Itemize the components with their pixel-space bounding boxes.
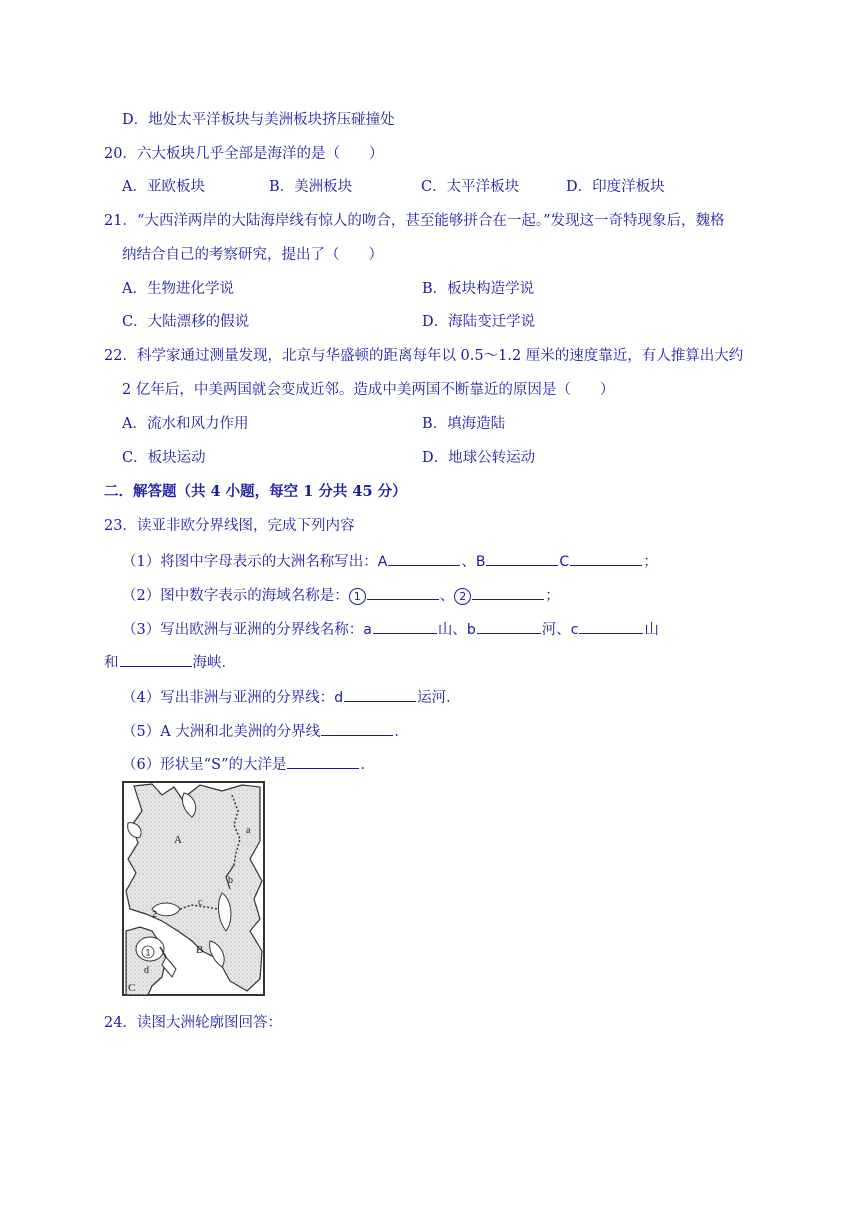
q21-option-c: C．大陆漂移的假说 (122, 314, 250, 330)
map-label-a: a (246, 825, 251, 836)
answer-blank[interactable] (287, 753, 359, 769)
map-label-2: 2 (152, 909, 158, 919)
q22-stem-line2: 2 亿年后，中美两国就会变成近邻。造成中美两国不断靠近的原因是（ ） (122, 382, 615, 398)
answer-blank[interactable] (486, 550, 558, 566)
q20-option-b: B．美洲板块 (269, 179, 353, 195)
q23-part4 (122, 686, 461, 708)
q22-option-d: D．地球公转运动 (422, 450, 536, 466)
q21-stem-line1: 21．“大西洋两岸的大陆海岸线有惊人的吻合，甚至能够拼合在一起。”发现这一奇特现象后，魏格 (104, 213, 725, 229)
answer-blank[interactable] (321, 720, 393, 736)
answer-blank[interactable] (373, 618, 437, 634)
q23-part6 (122, 753, 375, 775)
answer-blank[interactable] (472, 584, 544, 600)
q23-part3-text: （3）写出欧洲与亚洲的分界线名称： (122, 622, 364, 638)
q23-part4-canal: 运河． (417, 690, 461, 706)
q23-part3 (122, 618, 659, 640)
q24-stem: 24．读图大洲轮廓图回答： (104, 1015, 282, 1031)
q21-option-b: B．板块构造学说 (422, 281, 535, 297)
answer-blank[interactable] (344, 686, 416, 702)
q23-part2-end: ； (545, 588, 560, 604)
map-label-d: d (144, 965, 149, 976)
answer-blank[interactable] (120, 651, 192, 667)
q23-part3-label-b: b (466, 622, 476, 638)
q22-option-a: A．流水和风力作用 (122, 416, 249, 432)
map-label-1: 1 (145, 947, 151, 958)
q21-option-a: A．生物进化学说 (122, 281, 234, 297)
asia-africa-europe-boundary-map (122, 781, 265, 996)
q23-part3-label-a: a (363, 622, 372, 638)
q23-part2 (122, 584, 560, 606)
q23-part2-sep: 、 (439, 588, 455, 604)
sea-number-2: 2 (454, 588, 471, 605)
q19-option-d: D．地处太平洋板块与美洲板块挤压碰撞处 (122, 112, 395, 128)
q23-part2-text: （2）图中数字表示的海域名称是： (122, 588, 349, 604)
answer-blank[interactable] (388, 550, 460, 566)
q20-option-a: A．亚欧板块 (122, 179, 205, 195)
q23-part3-strait: 海峡． (192, 655, 236, 671)
q23-part3-label-c: c (570, 622, 579, 638)
q23-part1 (122, 550, 658, 572)
map-label-b: b (228, 875, 233, 886)
q23-part3-mountain: 山、 (437, 622, 467, 638)
q23-part3-river: 河、 (541, 622, 571, 638)
answer-blank[interactable] (579, 618, 643, 634)
q20-stem: 20．六大板块几乎全部是海洋的是（ ） (104, 146, 384, 162)
sea-number-1: 1 (349, 588, 366, 605)
q23-part3-shan: 山 (644, 622, 659, 638)
answer-blank[interactable] (570, 550, 642, 566)
q22-option-c: C．板块运动 (122, 450, 206, 466)
q22-option-b: B．填海造陆 (422, 416, 506, 432)
q23-stem: 23．读亚非欧分界线图，完成下列内容 (104, 518, 355, 534)
section-title: 二．解答题（共 4 小题，每空 1 分共 45 分） (104, 483, 407, 500)
q22-stem-line1: 22．科学家通过测量发现，北京与华盛顿的距离每年以 0.5～1.2 厘米的速度靠近，有人推算出大约 (104, 348, 744, 364)
q23-part5 (122, 720, 409, 742)
q23-part4-label-d: d (334, 690, 344, 706)
answer-blank[interactable] (477, 618, 541, 634)
q20-option-c: C．太平洋板块 (421, 179, 520, 195)
q23-part6-end: ． (360, 757, 375, 773)
q23-part4-text: （4）写出非洲与亚洲的分界线： (122, 690, 335, 706)
q23-part3-he: 和 (104, 655, 119, 671)
q21-option-d: D．海陆变迁学说 (422, 314, 536, 330)
q21-stem-line2: 纳结合自己的考察研究，提出了（ ） (122, 247, 383, 263)
q20-option-d: D．印度洋板块 (566, 179, 665, 195)
q23-part3-cont (104, 651, 236, 673)
map-label-C: C (128, 982, 136, 994)
map-label-B: B (196, 944, 204, 956)
q23-part5-end: ． (394, 724, 409, 740)
q23-part1-label-b: B (475, 554, 486, 570)
q23-part1-text: （1）将图中字母表示的大洲名称写出： (122, 554, 378, 570)
map-label-c: c (198, 897, 203, 908)
q23-part6-text: （6）形状呈“S”的大洋是 (122, 757, 287, 773)
q23-part1-sep: 、 (461, 554, 476, 570)
q23-part1-label-c: C (559, 554, 570, 570)
answer-blank[interactable] (367, 584, 439, 600)
map-label-A: A (174, 834, 182, 846)
q23-part1-end: ； (643, 554, 658, 570)
q23-part1-label-a: A (377, 554, 388, 570)
q23-part5-text: （5）A 大洲和北美洲的分界线 (122, 724, 321, 740)
